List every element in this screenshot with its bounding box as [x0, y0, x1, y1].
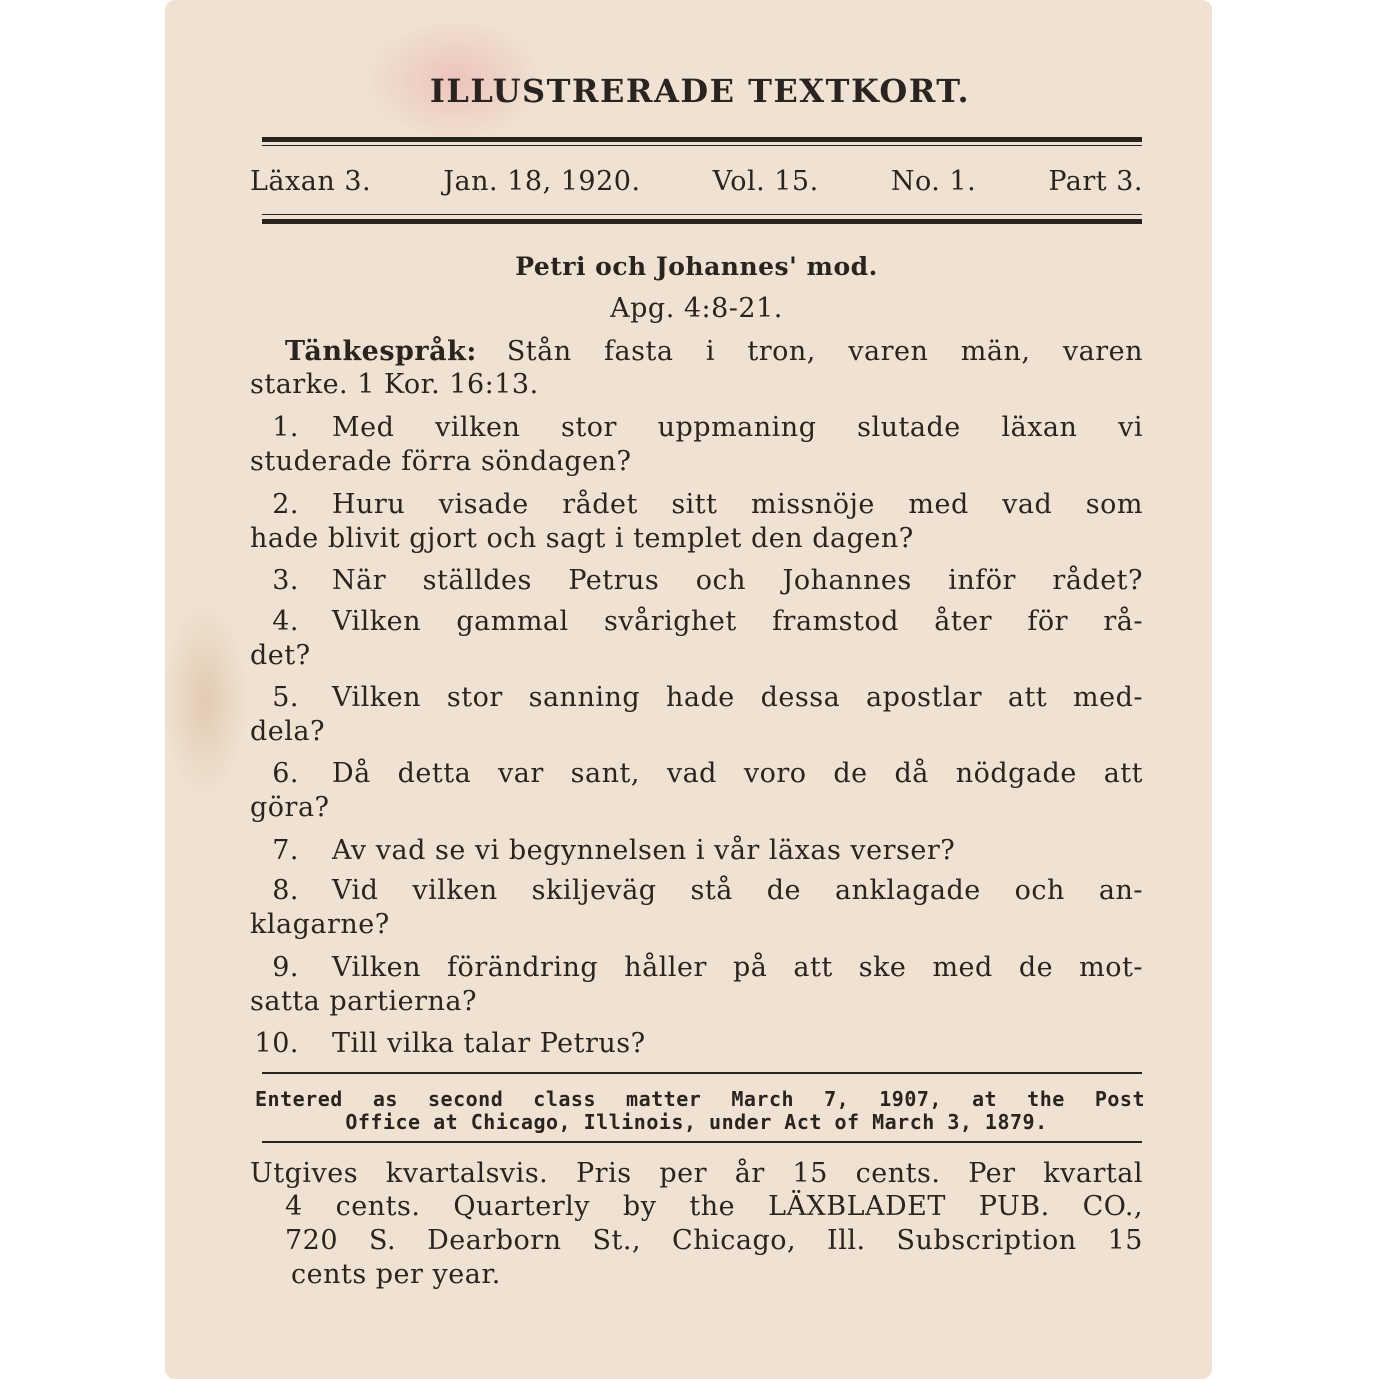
publisher-info: Utgives kvartalsvis. Pris per år 15 cents. Per kvartal [250, 1158, 1143, 1189]
memory-verse [285, 335, 1143, 369]
divider [262, 145, 1142, 146]
publisher-info: cents per year. [291, 1259, 501, 1290]
question-item [250, 951, 1143, 985]
divider [262, 1072, 1142, 1074]
question-number: 3. [272, 565, 299, 596]
question-text: dela? [250, 716, 325, 747]
publisher-info: 720 S. Dearborn St., Chicago, Ill. Subscription 15 [285, 1225, 1143, 1256]
question-number: 7. [272, 835, 299, 866]
divider [262, 214, 1142, 215]
divider [262, 1141, 1142, 1143]
question-text: När ställdes Petrus och Johannes inför rådet? [332, 565, 1143, 596]
question-text: studerade förra söndagen? [250, 446, 632, 477]
question-number: 8. [272, 875, 299, 906]
text-card [165, 0, 1212, 1379]
publisher-info: 4 cents. Quarterly by the LÄXBLADET PUB. CO., [285, 1191, 1143, 1222]
question-text: Med vilken stor uppmaning slutade läxan vi [332, 412, 1143, 443]
question-text: Huru visade rådet sitt missnöje med vad som [332, 489, 1143, 520]
question-item [250, 605, 1143, 639]
question-item [250, 1027, 1143, 1061]
question-text: Till vilka talar Petrus? [332, 1028, 646, 1059]
header-line [250, 165, 1143, 199]
lesson-number: Läxan 3. [250, 166, 372, 197]
question-text: det? [250, 640, 311, 671]
question-text: hade blivit gjort och sagt i templet den dagen? [250, 523, 914, 554]
question-item [250, 874, 1143, 908]
memory-verse-text: starke. 1 Kor. 16:13. [250, 369, 539, 400]
question-text: Då detta var sant, vad voro de då nödgade att [332, 758, 1143, 789]
question-text: Vilken förändring håller på att ske med de mot- [332, 952, 1143, 983]
issue-number: No. 1. [890, 166, 977, 197]
question-item [250, 834, 1143, 868]
question-text: klagarne? [250, 909, 390, 940]
question-number: 5. [272, 682, 299, 713]
question-item [250, 411, 1143, 445]
question-text: satta partierna? [250, 986, 477, 1017]
memory-verse-text: Stån fasta i tron, varen män, varen [506, 336, 1143, 367]
postal-notice: Entered as second class matter March 7, 1907, at the Post [255, 1087, 1145, 1111]
divider [262, 219, 1142, 224]
part: Part 3. [1048, 166, 1143, 197]
postal-notice: Office at Chicago, Illinois, under Act of March 3, 1879. [345, 1110, 1048, 1134]
divider [262, 137, 1142, 142]
card-title: ILLUSTRERADE TEXTKORT. [429, 72, 971, 110]
question-number: 4. [272, 606, 299, 637]
question-text: Vilken gammal svårighet framstod åter för rå- [332, 606, 1143, 637]
question-number: 2. [272, 489, 299, 520]
lesson-title: Petri och Johannes' mod. [515, 252, 878, 281]
question-text: Av vad se vi begynnelsen i vår läxas verser? [332, 835, 956, 866]
memory-verse-label: Tänkespråk: [285, 336, 477, 367]
question-text: Vid vilken skiljeväg stå de anklagade och an- [332, 875, 1143, 906]
question-text: Vilken stor sanning hade dessa apostlar att med- [332, 682, 1143, 713]
question-text: göra? [250, 792, 330, 823]
question-number: 1. [272, 412, 299, 443]
question-number: 10. [254, 1028, 299, 1059]
question-item [250, 757, 1143, 791]
volume: Vol. 15. [712, 166, 819, 197]
question-item [250, 488, 1143, 522]
scripture-reference: Apg. 4:8-21. [610, 293, 783, 324]
question-item [250, 564, 1143, 598]
question-item [250, 681, 1143, 715]
date: Jan. 18, 1920. [443, 166, 641, 197]
question-number: 6. [272, 758, 299, 789]
question-number: 9. [272, 952, 299, 983]
